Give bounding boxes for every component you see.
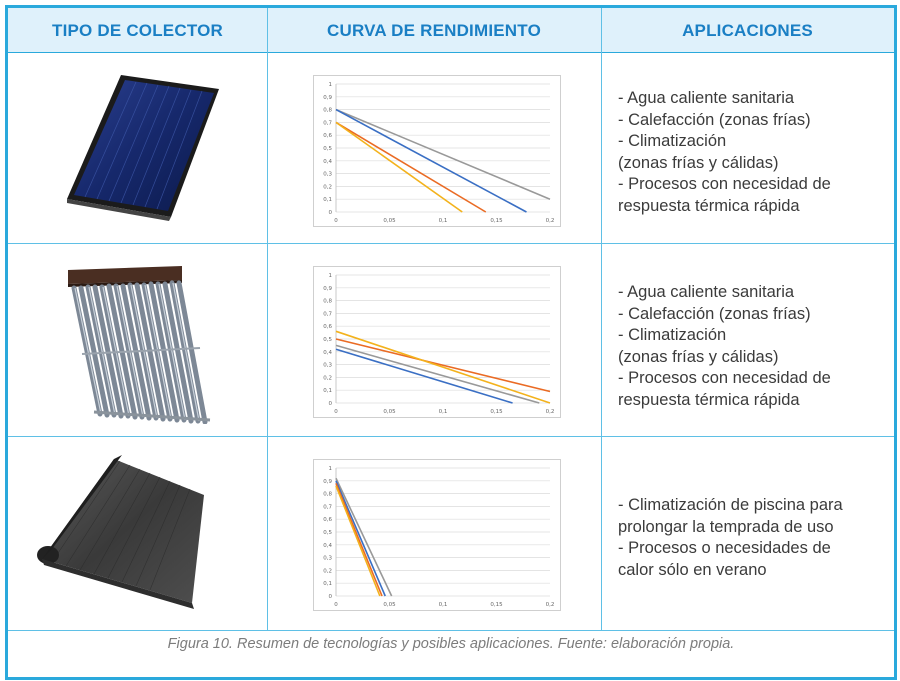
summary-table [5,5,897,680]
x-tick-label: 0,2 [545,218,555,224]
chart-box-3 [313,459,561,611]
y-tick-label: 1 [328,273,332,279]
performance-chart-1 [314,76,560,226]
chart-box-1 [313,75,561,227]
y-tick-label: 0,2 [323,568,332,575]
application-item: respuesta térmica rápida [618,196,800,215]
x-tick-label: 0,15 [490,602,503,608]
application-item: - Procesos con necesidad de [618,175,831,193]
y-tick-label: 0,4 [323,158,332,165]
y-tick-label: 0,3 [323,171,332,178]
table-header [8,8,894,53]
performance-chart-3 [314,460,560,610]
x-tick-label: 0,05 [383,409,396,415]
x-tick-label: 0 [334,218,338,224]
x-tick-label: 0,05 [383,218,396,224]
evacuated-tube-collector-image [60,264,220,424]
x-tick-label: 0,15 [490,409,503,415]
y-tick-label: 0,7 [323,504,332,511]
y-tick-label: 0,6 [323,517,332,524]
x-tick-label: 0 [334,602,338,608]
y-tick-label: 0,3 [323,555,332,562]
y-tick-label: 0,5 [323,146,332,152]
y-tick-label: 0 [328,210,332,216]
y-tick-label: 0 [328,594,332,600]
application-item: - Calefacción (zonas frías) [618,110,811,129]
x-tick-label: 0 [334,409,338,415]
x-tick-label: 0,05 [383,602,396,608]
x-tick-label: 0,2 [545,602,555,608]
applications-list-2 [618,282,888,411]
application-item: respuesta térmica rápida [618,390,800,409]
y-tick-label: 0,2 [323,184,332,191]
x-tick-label: 0,1 [438,409,448,415]
application-item: - Climatización [618,132,727,150]
y-tick-label: 1 [328,466,332,472]
applications-list-1 [618,88,888,217]
unglazed-collector-image [30,451,210,621]
y-tick-label: 0,1 [323,388,332,395]
x-tick-label: 0,2 [545,409,555,415]
header-performance-curve: CURVA DE RENDIMIENTO [326,21,541,40]
application-item: - Climatización [618,326,727,344]
application-item: (zonas frías y cálidas) [618,153,779,172]
application-item: (zonas frías y cálidas) [618,347,779,366]
application-item: - Climatización de piscina para [618,496,843,514]
series-line [336,339,550,391]
applications-list-3 [618,495,888,581]
figure-caption: Figura 10. Resumen de tecnologías y posibles aplicaciones. Fuente: elaboración propia. [167,636,735,652]
y-tick-label: 0,1 [323,197,332,204]
series-line [336,331,550,403]
application-item: calor sólo en verano [618,560,767,579]
series-line [336,483,382,596]
y-tick-label: 0,8 [323,107,332,114]
chart-box-2 [313,266,561,418]
series-line [336,486,380,596]
y-tick-label: 0,8 [323,298,332,305]
series-line [336,478,392,596]
performance-chart-2 [314,267,560,417]
y-tick-label: 0,2 [323,375,332,382]
series-line [336,345,539,403]
y-tick-label: 0,5 [323,530,332,536]
series-line [336,122,486,212]
application-item: - Procesos con necesidad de [618,369,831,387]
application-item: - Agua caliente sanitaria [618,89,795,107]
y-tick-label: 0,6 [323,324,332,331]
y-tick-label: 0,7 [323,120,332,127]
y-tick-label: 0,4 [323,349,332,356]
y-tick-label: 0,3 [323,362,332,369]
application-item: prolongar la temprada de uso [618,517,834,536]
y-tick-label: 0,9 [323,94,332,101]
application-item: - Agua caliente sanitaria [618,283,795,301]
table-row-flat-plate [8,53,894,243]
row-divider [8,630,894,631]
header-applications: APLICACIONES [682,21,813,40]
y-tick-label: 0,8 [323,491,332,498]
y-tick-label: 0,5 [323,337,332,343]
y-tick-label: 1 [328,82,332,88]
y-tick-label: 0,9 [323,478,332,485]
y-tick-label: 0 [328,401,332,407]
header-collector-type: TIPO DE COLECTOR [51,21,223,40]
table-row-unglazed [8,437,894,630]
x-tick-label: 0,15 [490,218,503,224]
series-line [336,481,385,596]
y-tick-label: 0,1 [323,581,332,588]
application-item: - Calefacción (zonas frías) [618,304,811,323]
y-tick-label: 0,9 [323,285,332,292]
x-tick-label: 0,1 [438,602,448,608]
y-tick-label: 0,6 [323,133,332,140]
x-tick-label: 0,1 [438,218,448,224]
table-row-evacuated-tube [8,244,894,436]
flat-plate-collector-image [63,71,223,221]
y-tick-label: 0,4 [323,542,332,549]
y-tick-label: 0,7 [323,311,332,318]
application-item: - Procesos o necesidades de [618,539,831,557]
